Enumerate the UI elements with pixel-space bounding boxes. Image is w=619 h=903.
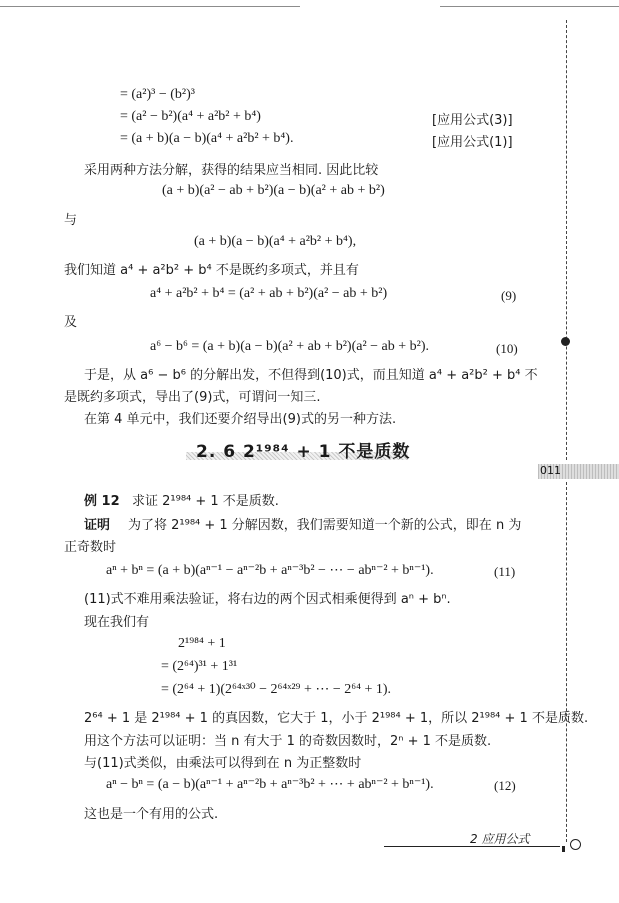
compare-expression-1: (a + b)(a² − ab + b²)(a − b)(a² + ab + b²) [162, 183, 385, 198]
equation-9-number: (9) [501, 288, 517, 303]
derivation-line-3-tag: [应用公式(1)] [432, 135, 513, 150]
paragraph-know: 我们知道 a⁴ + a²b² + b⁴ 不是既约多项式，并且有 [64, 263, 359, 278]
paragraph-thus-2: 是既约多项式，导出了(9)式，可谓问一知三. [64, 390, 321, 405]
math-line-1: 2¹⁹⁸⁴ + 1 [178, 636, 226, 651]
paragraph-unit4: 在第 4 单元中，我们还要介绍导出(9)式的另一种方法. [84, 412, 397, 427]
footer-tick [562, 846, 565, 852]
example-label: 例 12 [84, 494, 120, 509]
margin-dashed-line-top [566, 20, 567, 460]
example-text: 求证 2¹⁹⁸⁴ + 1 不是质数. [132, 494, 279, 509]
paragraph-useful: 这也是一个有用的公式. [84, 807, 219, 822]
math-line-2: = (2⁶⁴)³¹ + 1³¹ [161, 659, 238, 674]
derivation-line-2-tag: [应用公式(3)] [432, 113, 513, 128]
equation-11-number: (11) [494, 564, 516, 579]
paragraph-compare: 采用两种方法分解，获得的结果应当相同. 因此比较 [84, 163, 379, 178]
compare-expression-2: (a + b)(a − b)(a⁴ + a²b² + b⁴), [194, 234, 357, 249]
equation-11: aⁿ + bⁿ = (a + b)(aⁿ⁻¹ − aⁿ⁻²b + aⁿ⁻³b² − ⋯ − abⁿ⁻² + bⁿ⁻¹). [106, 563, 434, 578]
paragraph-now: 现在我们有 [84, 615, 150, 630]
derivation-line-3: = (a + b)(a − b)(a⁴ + a²b² + b⁴). [120, 131, 294, 146]
paragraph-similar: 与(11)式类似，由乘法可以得到在 n 为正整数时 [84, 756, 362, 771]
equation-9: a⁴ + a²b² + b⁴ = (a² + ab + b²)(a² − ab + b²) [150, 286, 388, 301]
margin-dot-icon [561, 337, 570, 346]
word-ji: 及 [64, 315, 78, 330]
section-heading: 2. 6 2¹⁹⁸⁴ + 1 不是质数 [196, 442, 411, 462]
derivation-line-2: = (a² − b²)(a⁴ + a²b² + b⁴) [120, 109, 261, 124]
footer-ring-icon [570, 839, 581, 850]
equation-10: a⁶ − b⁶ = (a + b)(a − b)(a² + ab + b²)(a² − ab + b²). [150, 339, 430, 354]
page-number: 011 [540, 464, 561, 477]
equation-12-number: (12) [494, 778, 516, 793]
paragraph-factor: 2⁶⁴ + 1 是 2¹⁹⁸⁴ + 1 的真因数，它大于 1，小于 2¹⁹⁸⁴ + 1，所以 2¹⁹⁸⁴ + 1 不是质数. [84, 711, 589, 726]
derivation-line-1: = (a²)³ − (b²)³ [120, 87, 195, 102]
proof-label: 证明 [84, 518, 111, 533]
equation-10-number: (10) [496, 341, 518, 356]
footer-rule [384, 846, 560, 847]
equation-12: aⁿ − bⁿ = (a − b)(aⁿ⁻¹ + aⁿ⁻²b + aⁿ⁻³b² + ⋯ + abⁿ⁻² + bⁿ⁻¹). [106, 777, 434, 792]
paragraph-thus-1: 于是，从 a⁶ − b⁶ 的分解出发，不但得到(10)式，而且知道 a⁴ + a²b² + b⁴ 不 [84, 368, 538, 383]
paragraph-method: 用这个方法可以证明：当 n 有大于 1 的奇数因数时，2ⁿ + 1 不是质数. [84, 734, 492, 749]
paragraph-verify: (11)式不难用乘法验证，将右边的两个因式相乘便得到 aⁿ + bⁿ. [84, 592, 451, 607]
header-rule-right [440, 6, 619, 7]
word-yu: 与 [64, 213, 78, 228]
proof-text: 为了将 2¹⁹⁸⁴ + 1 分解因数，我们需要知道一个新的公式，即在 n 为 [128, 518, 522, 533]
math-line-3: = (2⁶⁴ + 1)(2⁶⁴ˣ³⁰ − 2⁶⁴ˣ²⁹ + ⋯ − 2⁶⁴ + 1). [161, 682, 392, 697]
header-rule-left [0, 6, 300, 7]
proof-text-2: 正奇数时 [64, 540, 117, 555]
margin-dashed-line-bottom [566, 482, 567, 842]
footer-chapter-title: 2 应用公式 [470, 832, 530, 846]
